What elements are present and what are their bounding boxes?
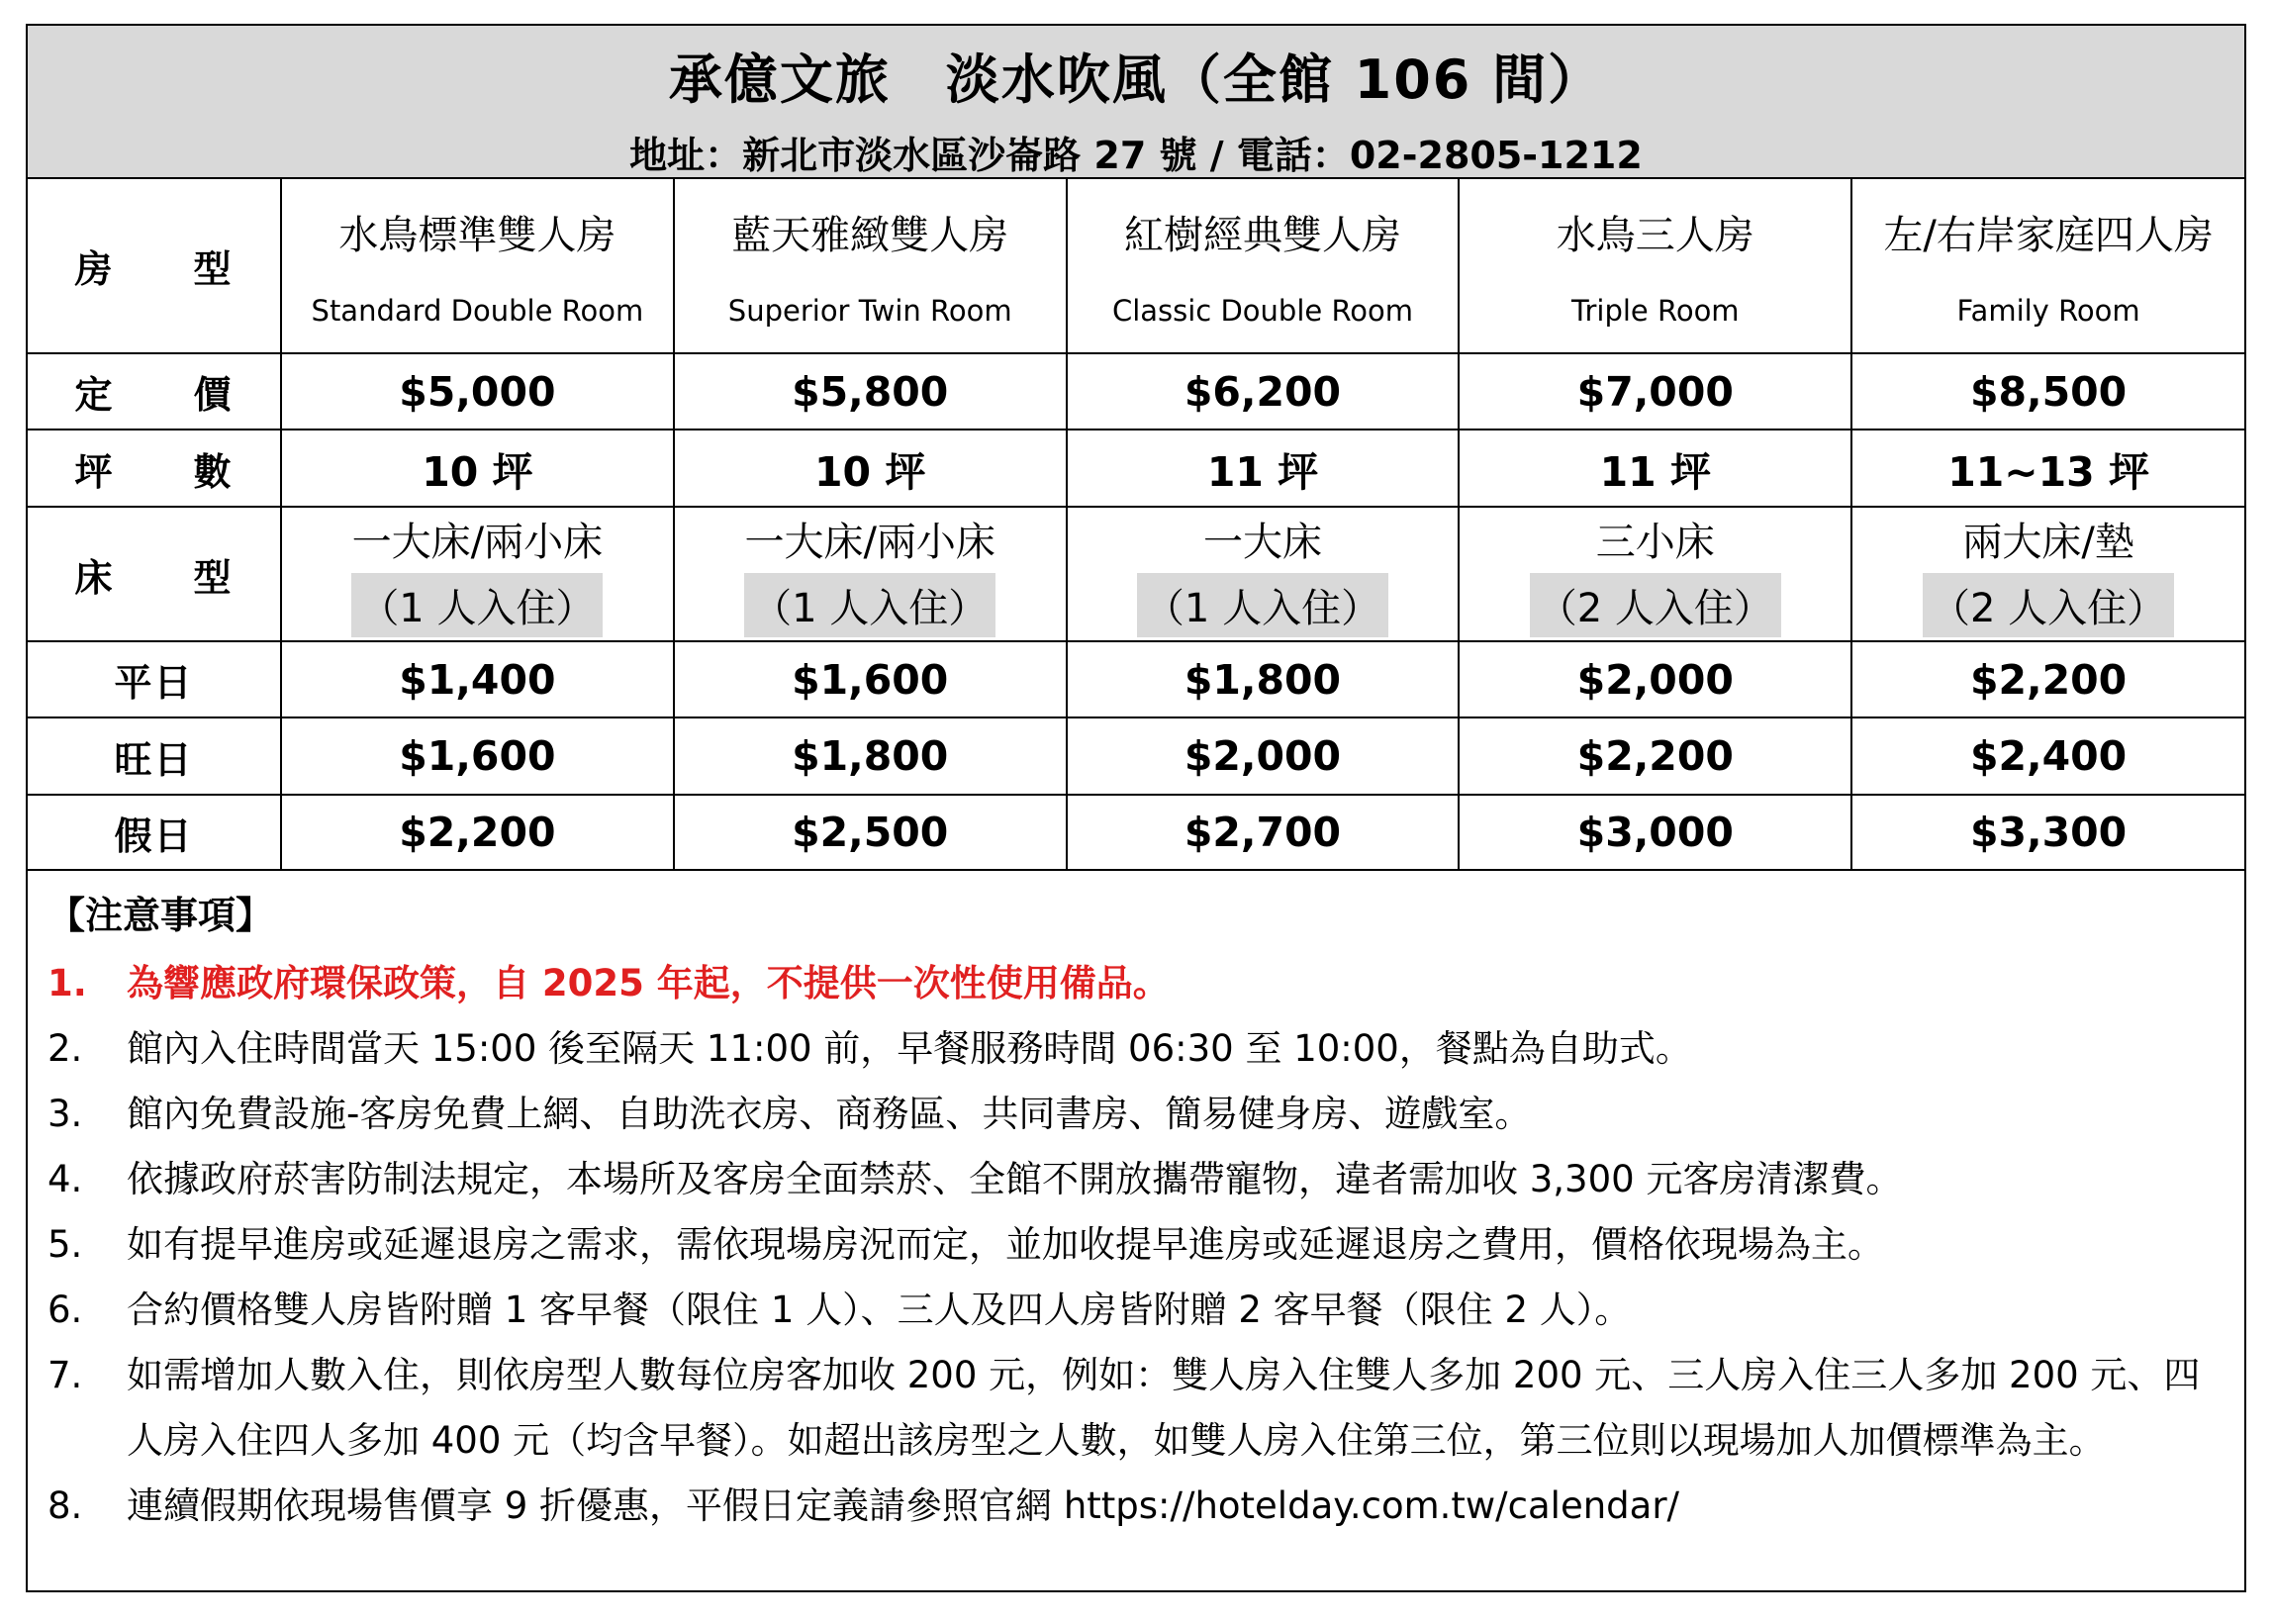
header-banner — [28, 26, 2244, 179]
list-price-label: 定 價 — [28, 353, 281, 430]
list-price-cell: $7,000 — [1459, 353, 1851, 430]
holiday-price: $2,200 — [281, 795, 674, 870]
list-price-cell: $6,200 — [1067, 353, 1460, 430]
note-number: 2. — [47, 1027, 83, 1070]
room-name-zh: 藍天雅緻雙人房 — [731, 213, 1009, 258]
room-name-en: Family Room — [1956, 294, 2140, 328]
room-type-cell — [1067, 179, 1460, 353]
holiday-price: $3,300 — [1851, 795, 2244, 870]
bed-type-cell — [1851, 507, 2244, 641]
peak-price: $1,800 — [674, 717, 1067, 795]
bed-type-cell — [1067, 507, 1460, 641]
note-text: 館內免費設施-客房免費上網、自助洗衣房、商務區、共同書房、簡易健身房、遊戲室。 — [127, 1093, 1532, 1135]
room-type-cell — [1459, 179, 1851, 353]
note-item — [47, 1016, 2225, 1082]
room-name-en: Standard Double Room — [311, 294, 644, 328]
room-name-zh: 水鳥三人房 — [1556, 213, 1754, 258]
bed-config: 一大床/兩小床 — [744, 520, 995, 565]
note-text: 如需增加人數入住，則依房型人數每位房客加收 200 元，例如：雙人房入住雙人多加 200 元、三人房入住三人多加 200 元、四人房入住四人多加 400 元（均含早餐）。如超出該房型之人數，如雙人房入住第三位，第三位則以現場加人加價標準為主。 — [127, 1354, 2201, 1462]
note-text: 依據政府菸害防制法規定，本場所及客房全面禁菸、全館不開放攜帶寵物，違者需加收 3,300 元客房清潔費。 — [127, 1158, 1903, 1200]
bed-type-cell — [281, 507, 674, 641]
size-cell: 10 坪 — [674, 430, 1067, 507]
notes-title: 【注意事項】 — [47, 894, 274, 937]
note-item-link[interactable] — [47, 1474, 2225, 1539]
weekday-price: $2,200 — [1851, 641, 2244, 717]
size-label: 坪 數 — [28, 430, 281, 507]
weekday-price: $2,000 — [1459, 641, 1851, 717]
room-type-row — [28, 179, 2244, 353]
occupancy-badge: （1 人入住） — [351, 573, 603, 637]
holiday-price: $2,500 — [674, 795, 1067, 870]
peak-price: $1,600 — [281, 717, 674, 795]
rate-table — [28, 179, 2244, 871]
weekday-price: $1,600 — [674, 641, 1067, 717]
holiday-price: $3,000 — [1459, 795, 1851, 870]
bed-type-cell — [674, 507, 1067, 641]
note-number: 8. — [47, 1484, 83, 1527]
peak-label: 旺日 — [28, 717, 281, 795]
room-type-cell — [281, 179, 674, 353]
hotel-address-phone: 地址：新北市淡水區沙崙路 27 號 / 電話：02-2805-1212 — [629, 134, 1643, 177]
size-cell: 10 坪 — [281, 430, 674, 507]
size-cell: 11~13 坪 — [1851, 430, 2244, 507]
bed-type-cell — [1459, 507, 1851, 641]
list-price-cell: $5,800 — [674, 353, 1067, 430]
room-name-zh: 水鳥標準雙人房 — [338, 213, 616, 258]
bed-config: 一大床 — [1202, 520, 1322, 565]
note-number: 6. — [47, 1289, 83, 1331]
note-text: 合約價格雙人房皆附贈 1 客早餐（限住 1 人）、三人及四人房皆附贈 2 客早餐（限住 2 人）。 — [127, 1289, 1632, 1331]
holiday-price: $2,700 — [1067, 795, 1460, 870]
list-price-row — [28, 353, 2244, 430]
note-item — [47, 1147, 2225, 1212]
note-text: 如有提早進房或延遲退房之需求，需依現場房況而定，並加收提早進房或延遲退房之費用，價格依現場為主。 — [127, 1223, 1884, 1266]
size-cell: 11 坪 — [1067, 430, 1460, 507]
weekday-label: 平日 — [28, 641, 281, 717]
note-text[interactable]: 連續假期依現場售價享 9 折優惠，平假日定義請參照官網 https://hotelday.com.tw/calendar/ — [127, 1484, 1679, 1527]
note-item — [47, 951, 2225, 1016]
note-number: 3. — [47, 1093, 83, 1135]
note-number: 7. — [47, 1354, 83, 1396]
note-text: 館內入住時間當天 15:00 後至隔天 11:00 前，早餐服務時間 06:30 至 10:00，餐點為自助式。 — [127, 1027, 1692, 1070]
note-item — [47, 1212, 2225, 1278]
bed-type-label: 床 型 — [28, 507, 281, 641]
room-type-cell — [674, 179, 1067, 353]
peak-price: $2,200 — [1459, 717, 1851, 795]
note-text: 為響應政府環保政策，自 2025 年起，不提供一次性使用備品。 — [127, 962, 1170, 1004]
holiday-label: 假日 — [28, 795, 281, 870]
room-name-en: Classic Double Room — [1111, 294, 1414, 328]
list-price-cell: $8,500 — [1851, 353, 2244, 430]
hotel-title: 承億文旅 淡水吹風（全館 106 間） — [668, 48, 1604, 111]
occupancy-badge: （1 人入住） — [1137, 573, 1388, 637]
weekday-price: $1,400 — [281, 641, 674, 717]
note-item — [47, 1082, 2225, 1147]
note-item — [47, 1278, 2225, 1343]
size-row — [28, 430, 2244, 507]
room-type-cell — [1851, 179, 2244, 353]
notes-section — [28, 871, 2244, 1539]
bed-config: 兩大床/墊 — [1962, 520, 2134, 565]
room-name-zh: 左/右岸家庭四人房 — [1883, 213, 2214, 258]
list-price-cell: $5,000 — [281, 353, 674, 430]
holiday-row — [28, 795, 2244, 870]
occupancy-badge: （2 人入住） — [1923, 573, 2174, 637]
occupancy-badge: （1 人入住） — [744, 573, 995, 637]
room-type-label: 房 型 — [28, 179, 281, 353]
bed-config: 三小床 — [1595, 520, 1715, 565]
weekday-price: $1,800 — [1067, 641, 1460, 717]
bed-type-row — [28, 507, 2244, 641]
peak-row — [28, 717, 2244, 795]
room-name-en: Superior Twin Room — [727, 294, 1012, 328]
note-number: 1. — [47, 962, 87, 1004]
weekday-row — [28, 641, 2244, 717]
size-cell: 11 坪 — [1459, 430, 1851, 507]
note-number: 5. — [47, 1223, 83, 1266]
note-number: 4. — [47, 1158, 83, 1200]
rate-sheet — [26, 24, 2246, 1592]
note-item — [47, 1343, 2225, 1474]
peak-price: $2,000 — [1067, 717, 1460, 795]
bed-config: 一大床/兩小床 — [351, 520, 604, 565]
room-name-en: Triple Room — [1571, 294, 1740, 328]
peak-price: $2,400 — [1851, 717, 2244, 795]
room-name-zh: 紅樹經典雙人房 — [1123, 213, 1401, 258]
occupancy-badge: （2 人入住） — [1530, 573, 1781, 637]
